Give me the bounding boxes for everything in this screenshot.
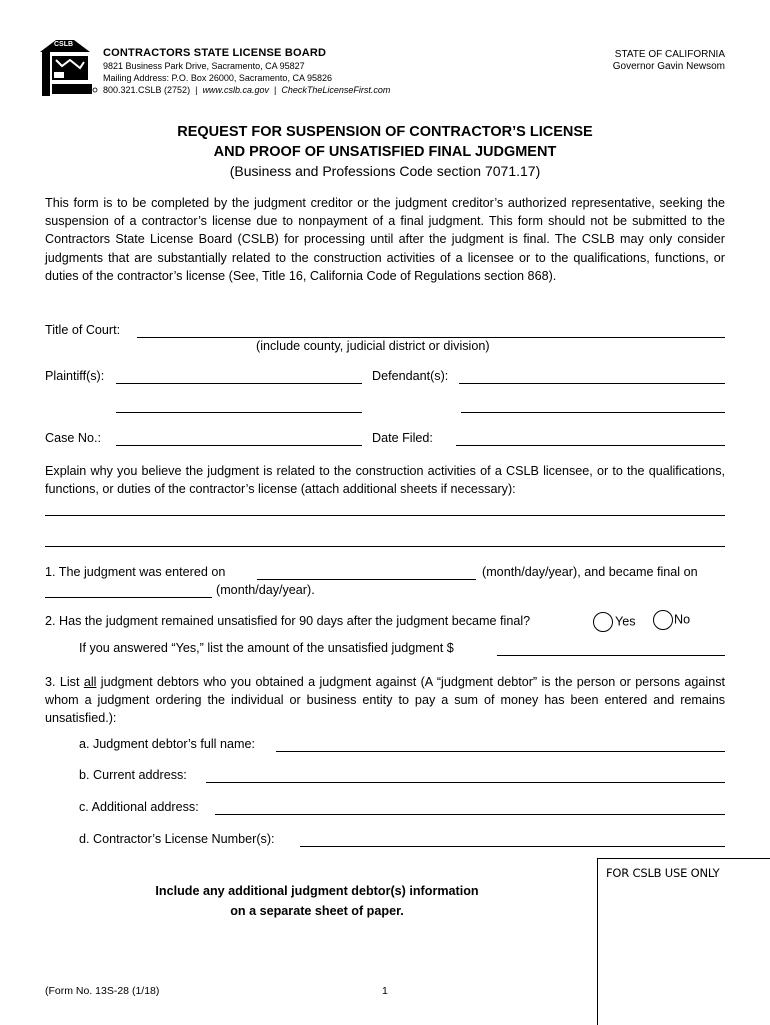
license-number-label: d. Contractor’s License Number(s): — [79, 832, 275, 846]
mailing-address: Mailing Address: P.O. Box 26000, Sacramento, CA 95826 — [103, 73, 332, 83]
unsatisfied-amount-input[interactable] — [497, 655, 725, 656]
q3-instructions — [45, 673, 725, 728]
contact-separator: | — [273, 85, 277, 95]
contact-separator: | — [195, 85, 198, 95]
intro-paragraph: This form is to be completed by the judgment creditor or the judgment creditor’s authorized representative, seeking the suspension of a contractor’s license due to nonpayment of a final judgment. This form should not be submitted to the Contractors State License Board (CSLB) for processing until after the judgment is final. The CSLB may only consider judgments that are substantially related to the construction activities of a licensee or to the qualifications, functions, or duties of the contractor’s license (See, Title 16, California Code of Regulations section 868). — [45, 196, 725, 283]
defendant-input-2[interactable] — [461, 412, 725, 413]
defendant-label: Defendant(s): — [372, 369, 449, 383]
form-number: (Form No. 13S-28 (1/18) — [45, 985, 160, 997]
additional-info-note — [92, 881, 542, 921]
explain-input-1[interactable] — [45, 515, 725, 516]
board-address: 9821 Business Park Drive, Sacramento, CA 95827 — [103, 61, 305, 71]
q2-no-option[interactable] — [653, 610, 690, 630]
judgment-entered-date-input[interactable] — [257, 579, 476, 580]
page-number: 1 — [382, 985, 388, 997]
plaintiff-input[interactable] — [116, 383, 362, 384]
note-line2: on a separate sheet of paper. — [230, 904, 404, 918]
plaintiff-input-2[interactable] — [116, 412, 362, 413]
board-name: CONTRACTORS STATE LICENSE BOARD — [103, 47, 327, 59]
plaintiff-label: Plaintiff(s): — [45, 369, 105, 383]
yes-label: Yes — [615, 614, 636, 629]
case-number-input[interactable] — [116, 445, 362, 446]
defendant-input[interactable] — [459, 383, 725, 384]
no-radio[interactable] — [653, 610, 673, 630]
license-number-input[interactable] — [300, 846, 725, 847]
q3-text-b: judgment debtors who you obtained a judgment against (A “judgment debtor” is the person or persons against whom a judgment ordering the individual or business entity to pay a sum of money has been entered and remains unsatisfied.): — [45, 675, 725, 726]
q2-yes-option[interactable] — [593, 612, 636, 632]
q2-question: 2. Has the judgment remained unsatisfied for 90 days after the judgment became final? — [45, 614, 531, 628]
court-input[interactable] — [137, 337, 725, 338]
website-link[interactable]: www.cslb.ca.gov — [202, 85, 269, 95]
case-number-label: Case No.: — [45, 431, 101, 445]
q1-suffix: (month/day/year). — [216, 583, 315, 597]
additional-address-label: c. Additional address: — [79, 800, 199, 814]
q2-followup: If you answered “Yes,” list the amount of the unsatisfied judgment $ — [79, 641, 454, 655]
no-label: No — [674, 612, 691, 627]
explain-prompt: Explain why you believe the judgment is related to the construction activities of a CSLB licensee, or to the qualifications, functions, or duties of the contractor’s license (attach additional sheets if necessary): — [45, 464, 725, 497]
explain-input-2[interactable] — [45, 546, 725, 547]
current-address-input[interactable] — [206, 782, 725, 783]
contact-phone: 800.321.CSLB (2752) — [103, 85, 191, 95]
form-title-line1: REQUEST FOR SUSPENSION OF CONTRACTOR’S LICENSE — [177, 124, 593, 140]
q1-mid: (month/day/year), and became final on — [482, 565, 698, 579]
yes-radio[interactable] — [593, 612, 613, 632]
date-filed-input[interactable] — [456, 445, 725, 446]
note-line1: Include any additional judgment debtor(s) information — [155, 884, 479, 898]
governor-label: Governor Gavin Newsom — [612, 61, 725, 72]
date-filed-label: Date Filed: — [372, 431, 433, 445]
additional-address-input[interactable] — [215, 814, 725, 815]
q3-text-a: 3. List — [45, 675, 84, 689]
q3-text-all: all — [83, 675, 97, 689]
slogan-link[interactable]: CheckTheLicenseFirst.com — [281, 85, 391, 95]
cslb-logo — [40, 38, 98, 98]
court-hint: (include county, judicial district or division) — [256, 339, 490, 353]
cslb-use-only-label: FOR CSLB USE ONLY — [606, 866, 720, 880]
contact-line — [103, 85, 390, 96]
state-label: STATE OF CALIFORNIA — [614, 49, 725, 60]
debtor-name-label: a. Judgment debtor’s full name: — [79, 737, 255, 751]
court-label: Title of Court: — [45, 323, 121, 337]
current-address-label: b. Current address: — [79, 768, 187, 782]
form-title-line2: AND PROOF OF UNSATISFIED FINAL JUDGMENT — [213, 144, 557, 160]
form-code-reference: (Business and Professions Code section 7071.17) — [229, 163, 541, 179]
q1-prefix: 1. The judgment was entered on — [45, 565, 226, 579]
logo-text: CSLB — [54, 41, 74, 48]
cslb-use-only-box — [597, 858, 770, 1025]
judgment-final-date-input[interactable] — [45, 597, 212, 598]
debtor-name-input[interactable] — [276, 751, 725, 752]
